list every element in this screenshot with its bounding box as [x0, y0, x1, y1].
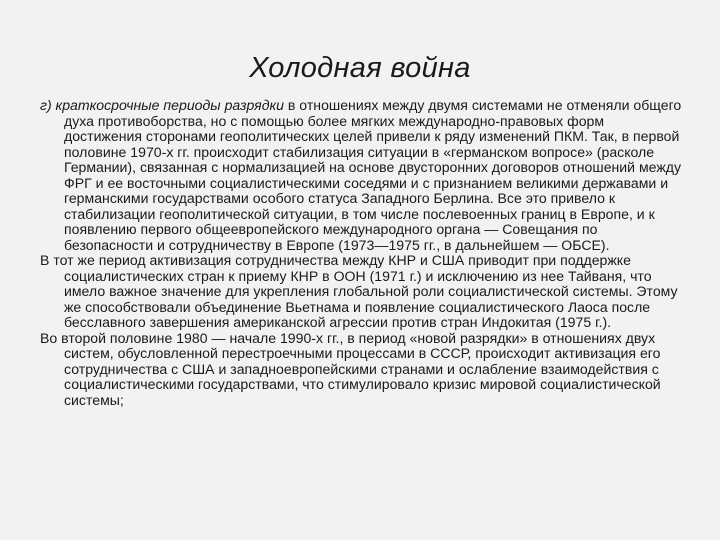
paragraph-detente-periods [40, 98, 682, 253]
paragraph-new-detente [40, 331, 682, 409]
paragraph-text: в отношениях между двумя системами не отменяли общего духа противоборства, но с помощью более мягких международно-правовых форм достижения сторонами геополитических целей привели к ряду изменений ПКМ. Так, в первой половине 1970-х гг. происходит стабилизация ситуации в «германском вопросе» (расколе Германии), связанная с нормализацией на основе двусторонних договоров отношений между ФРГ и ее восточными социалистическими соседями и с признанием великими державами и германскими государствами особого статуса Западного Берлина. Все это привело к стабилизации геополитической ситуации, в том числе послевоенных границ в Европе, и к появлению первого общеевропейского международного органа — Совещания по безопасности и сотрудничеству в Европе (1973—1975 гг., в дальнейшем — ОБСЕ). [64, 97, 682, 253]
slide-title: Холодная война [249, 52, 471, 84]
slide-body [40, 98, 682, 408]
paragraph-lead-italic: г) краткосрочные периоды разрядки [40, 97, 284, 113]
paragraph-text: Во второй половине 1980 — начале 1990-х гг., в период «новой разрядки» в отношениях двух систем, обусловленной перестроечными процессами в СССР, происходит активизация его сотрудничества с США и западноевропейскими странами и ослабление взаимодействия с социалистическими государствами, что стимулировало кризис мировой социалистической системы; [40, 329, 661, 408]
paragraph-china-usa [40, 253, 682, 331]
paragraph-text: В тот же период активизация сотрудничества между КНР и США приводит при поддержке социалистических стран к приему КНР в ООН (1971 г.) и исключению из нее Тайваня, что имело важное значение для укрепления глобальной роли социалистической системы. Этому же способствовали объединение Вьетнама и появление социалистического Лаоса после бесславного завершения американской агрессии против стран Индокитая (1975 г.). [40, 252, 678, 330]
